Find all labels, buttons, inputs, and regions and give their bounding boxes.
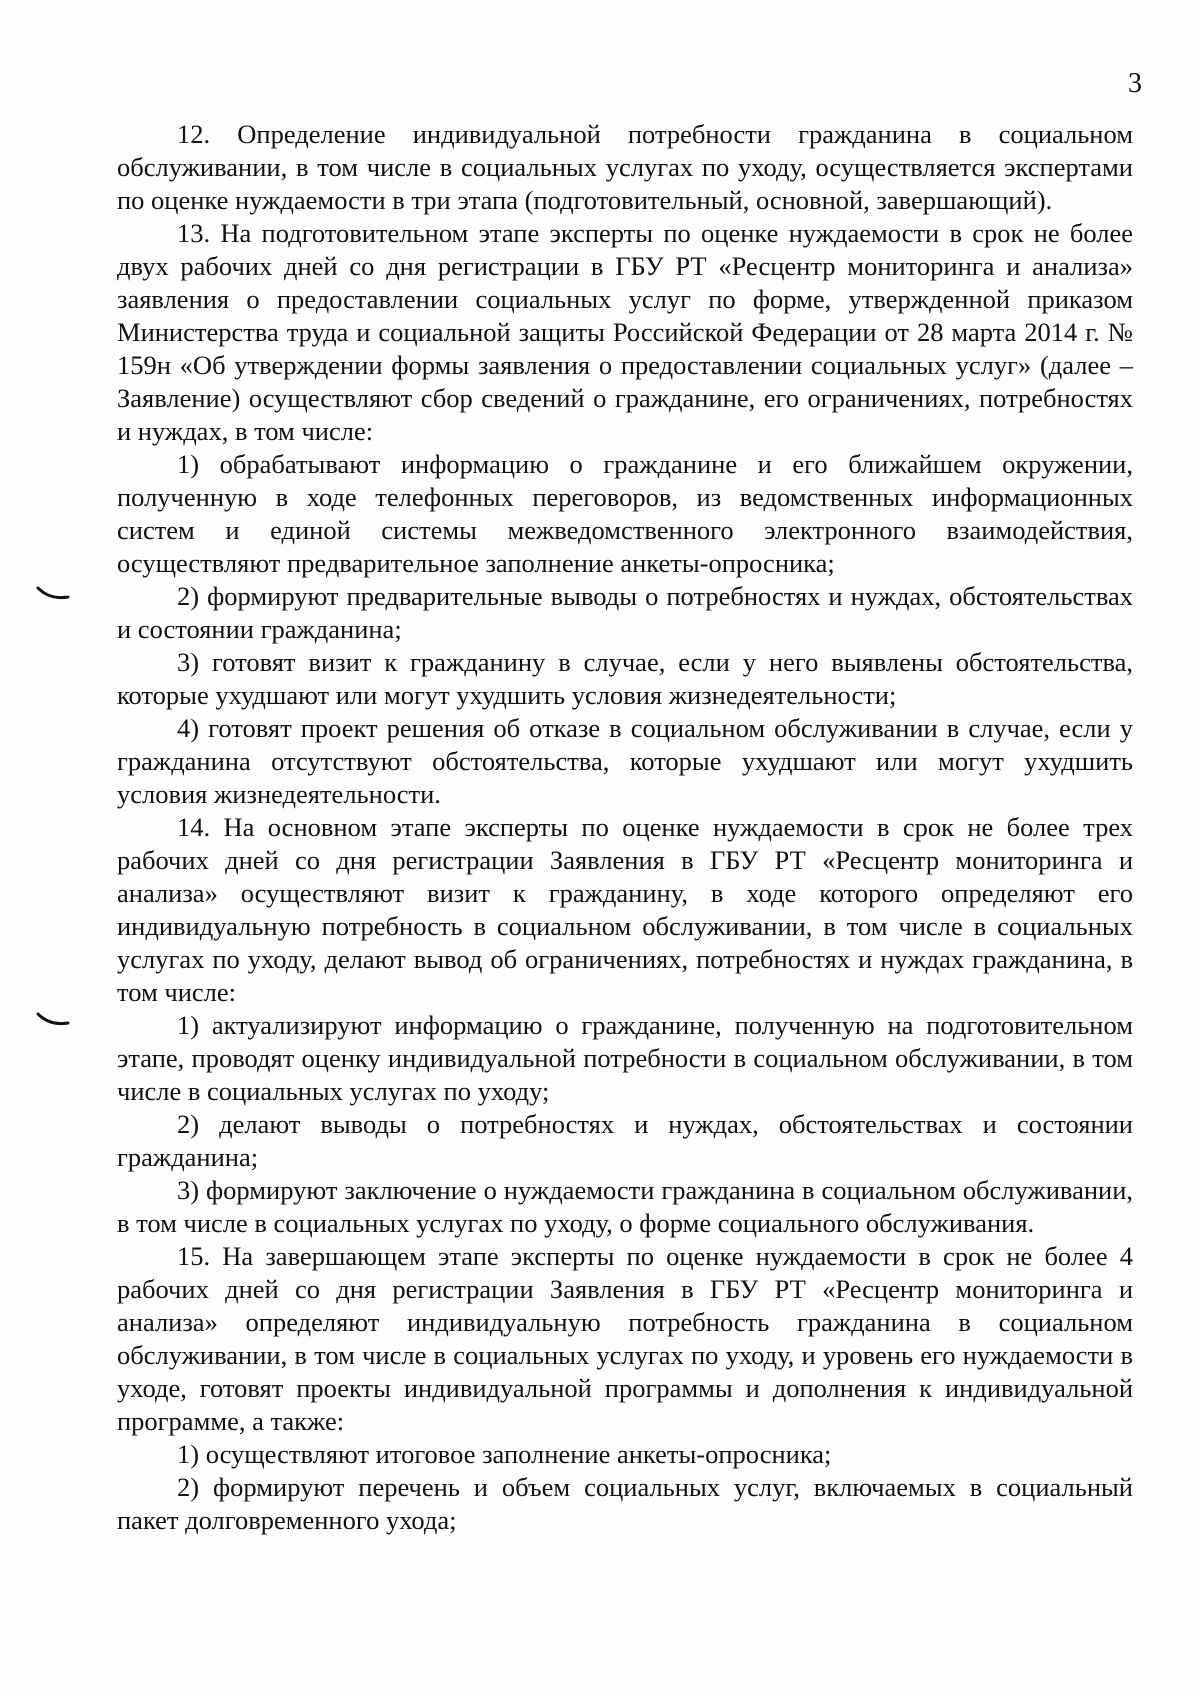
binding-hole-mark [36, 1010, 72, 1028]
list-item-14-2: 2) делают выводы о потребностях и нуждах, обстоятельствах и состоянии гражданина; [117, 1109, 1133, 1172]
document-body [117, 118, 1133, 1537]
list-item-13-3: 3) готовят визит к гражданину в случае, если у него выявлены обстоятельства, которые ухудшают или могут ухудшить условия жизнедеятельности; [117, 647, 1133, 710]
binding-hole-mark [36, 584, 72, 602]
list-item-13-4: 4) готовят проект решения об отказе в социальном обслуживании в случае, если у гражданина отсутствуют обстоятельства, которые ухудшают или могут ухудшить условия жизнедеятельности. [117, 713, 1133, 809]
list-item-14-1: 1) актуализируют информацию о гражданине, полученную на подготовительном этапе, проводят оценку индивидуальной потребности в социальном обслуживании, в том числе в социальных услугах по уходу; [117, 1010, 1133, 1106]
list-item-15-1: 1) осуществляют итоговое заполнение анкеты-опросника; [177, 1439, 832, 1469]
paragraph-12: 12. Определение индивидуальной потребности гражданина в социальном обслуживании, в том числе в социальных услугах по уходу, осуществляется экспертами по оценке нуждаемости в три этапа (подготовительный, основной, завершающий). [117, 119, 1133, 215]
paragraph-14: 14. На основном этапе эксперты по оценке нуждаемости в срок не более трех рабочих дней со дня регистрации Заявления в ГБУ РТ «Ресцентр мониторинга и анализа» осуществляют визит к гражданину, в ходе которого определяют его индивидуальную потребность в социальном обслуживании, в том числе в социальных услугах по уходу, делают вывод об ограничениях, потребностях и нуждах гражданина, в том числе: [117, 812, 1133, 1007]
list-item-14-3: 3) формируют заключение о нуждаемости гражданина в социальном обслуживании, в том числе в социальных услугах по уходу, о форме социального обслуживания. [117, 1175, 1133, 1238]
list-item-13-2: 2) формируют предварительные выводы о потребностях и нуждах, обстоятельствах и состоянии гражданина; [117, 581, 1133, 644]
paragraph-15: 15. На завершающем этапе эксперты по оценке нуждаемости в срок не более 4 рабочих дней со дня регистрации Заявления в ГБУ РТ «Ресцентр мониторинга и анализа» определяют индивидуальную потребность гражданина в социальном обслуживании, в том числе в социальных услугах по уходу, и уровень его нуждаемости в уходе, готовят проекты индивидуальной программы и дополнения к индивидуальной программе, а также: [117, 1241, 1133, 1436]
list-item-15-2: 2) формируют перечень и объем социальных услуг, включаемых в социальный пакет долговременного ухода; [117, 1472, 1133, 1535]
list-item-13-1: 1) обрабатывают информацию о гражданине и его ближайшем окружении, полученную в ходе телефонных переговоров, из ведомственных информационных систем и единой системы межведомственного электронного взаимодействия, осуществляют предварительное заполнение анкеты-опросника; [117, 449, 1133, 578]
page-number: 3 [1128, 68, 1142, 99]
paragraph-13: 13. На подготовительном этапе эксперты по оценке нуждаемости в срок не более двух рабочих дней со дня регистрации в ГБУ РТ «Ресцентр мониторинга и анализа» заявления о предоставлении социальных услуг по форме, утвержденной приказом Министерства труда и социальной защиты Российской Федерации от 28 марта 2014 г. № 159н «Об утверждении формы заявления о предоставлении социальных услуг» (далее – Заявление) осуществляют сбор сведений о гражданине, его ограничениях, потребностях и нуждах, в том числе: [117, 218, 1133, 446]
